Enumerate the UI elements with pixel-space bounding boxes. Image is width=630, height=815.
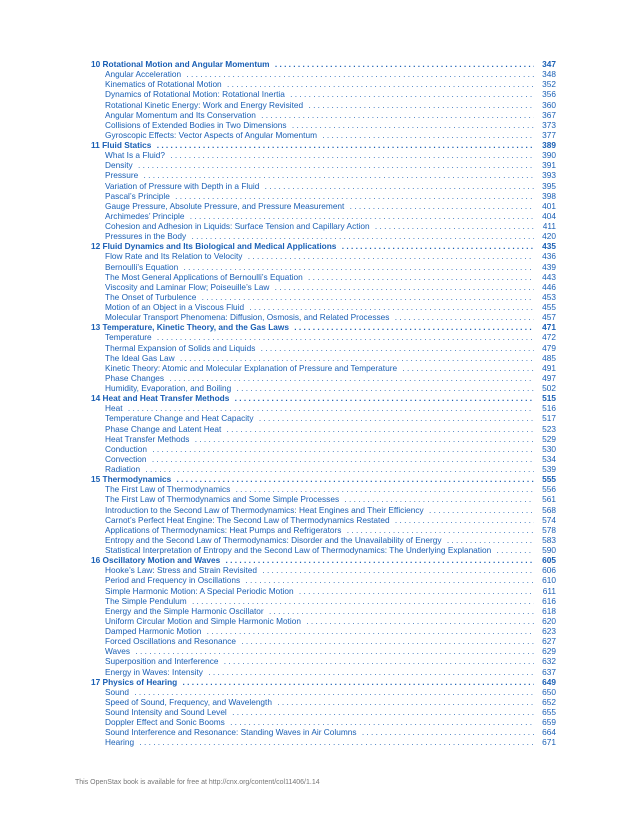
toc-entry-title: Cohesion and Adhesion in Liquids: Surface Tension and Capillary Action xyxy=(105,221,373,231)
toc-page-number: 556 xyxy=(539,484,556,494)
toc-section-link[interactable] xyxy=(91,231,556,241)
toc-dot-leader xyxy=(105,464,534,474)
toc-section-link[interactable] xyxy=(91,454,556,464)
toc-entry-title: Viscosity and Laminar Flow; Poiseuille’s Law xyxy=(105,282,272,292)
toc-entry-title: Phase Change and Latent Heat xyxy=(105,424,224,434)
toc-entry-title: Radiation xyxy=(105,464,143,474)
toc-entry-title: Humidity, Evaporation, and Boiling xyxy=(105,383,234,393)
toc-page-number: 348 xyxy=(539,69,556,79)
toc-dot-leader xyxy=(105,89,534,99)
toc-section-link[interactable] xyxy=(91,312,556,322)
toc-entry-title: Thermal Expansion of Solids and Liquids xyxy=(105,343,258,353)
toc-section-link[interactable] xyxy=(91,79,556,89)
toc-dot-leader xyxy=(105,626,534,636)
toc-section-link[interactable] xyxy=(91,505,556,515)
toc-dot-leader xyxy=(91,393,534,403)
toc-dot-leader xyxy=(105,444,534,454)
toc-dot-leader xyxy=(105,545,534,555)
toc-entry-title: Angular Momentum and Its Conservation xyxy=(105,110,259,120)
toc-page-number: 534 xyxy=(539,454,556,464)
toc-section-link[interactable] xyxy=(91,292,556,302)
toc-chapter-link[interactable] xyxy=(91,555,556,565)
toc-section-link[interactable] xyxy=(91,170,556,180)
toc-section-link[interactable] xyxy=(91,525,556,535)
toc-entry-title: Doppler Effect and Sonic Booms xyxy=(105,717,228,727)
toc-dot-leader xyxy=(105,505,534,515)
toc-page-number: 523 xyxy=(539,424,556,434)
toc-section-link[interactable] xyxy=(91,221,556,231)
toc-entry-title: Pressures in the Body xyxy=(105,231,189,241)
toc-page-number: 485 xyxy=(539,353,556,363)
toc-page-number: 629 xyxy=(539,646,556,656)
toc-chapter-link[interactable] xyxy=(91,322,556,332)
toc-page-number: 453 xyxy=(539,292,556,302)
toc-section-link[interactable] xyxy=(91,464,556,474)
toc-page-number: 517 xyxy=(539,413,556,423)
toc-dot-leader xyxy=(105,515,534,525)
toc-dot-leader xyxy=(105,353,534,363)
toc-page-number: 652 xyxy=(539,697,556,707)
toc-section-link[interactable] xyxy=(91,697,556,707)
toc-section-link[interactable] xyxy=(91,565,556,575)
toc-section-link[interactable] xyxy=(91,575,556,585)
toc-page-number: 367 xyxy=(539,110,556,120)
toc-entry-title: 17 Physics of Hearing xyxy=(91,677,180,687)
toc-page-number: 352 xyxy=(539,79,556,89)
toc-entry-title: Variation of Pressure with Depth in a Fluid xyxy=(105,181,262,191)
toc-dot-leader xyxy=(105,312,534,322)
toc-section-link[interactable] xyxy=(91,636,556,646)
toc-section-link[interactable] xyxy=(91,596,556,606)
toc-dot-leader xyxy=(91,474,534,484)
toc-entry-title: Waves xyxy=(105,646,133,656)
toc-dot-leader xyxy=(105,282,534,292)
toc-page-number: 360 xyxy=(539,100,556,110)
toc-page-number: 627 xyxy=(539,636,556,646)
toc-section-link[interactable] xyxy=(91,373,556,383)
toc-page-number: 611 xyxy=(540,586,556,596)
toc-dot-leader xyxy=(105,69,534,79)
toc-entry-title: 15 Thermodynamics xyxy=(91,474,174,484)
toc-section-link[interactable] xyxy=(91,667,556,677)
toc-section-link[interactable] xyxy=(91,626,556,636)
toc-entry-title: Temperature Change and Heat Capacity xyxy=(105,413,257,423)
toc-dot-leader xyxy=(105,656,534,666)
toc-page-number: 649 xyxy=(539,677,556,687)
toc-dot-leader xyxy=(105,231,534,241)
toc-dot-leader xyxy=(105,494,534,504)
toc-dot-leader xyxy=(105,484,534,494)
toc-entry-title: Bernoulli’s Equation xyxy=(105,262,181,272)
toc-chapter-link[interactable] xyxy=(91,677,556,687)
toc-page-number: 401 xyxy=(539,201,556,211)
toc-dot-leader xyxy=(105,707,534,717)
toc-dot-leader xyxy=(105,697,534,707)
toc-section-link[interactable] xyxy=(91,656,556,666)
toc-page-number: 491 xyxy=(539,363,556,373)
toc-section-link[interactable] xyxy=(91,484,556,494)
toc-section-link[interactable] xyxy=(91,201,556,211)
toc-dot-leader xyxy=(105,201,534,211)
toc-dot-leader xyxy=(105,100,534,110)
toc-section-link[interactable] xyxy=(91,545,556,555)
toc-dot-leader xyxy=(105,575,534,585)
toc-entry-title: Hooke’s Law: Stress and Strain Revisited xyxy=(105,565,260,575)
toc-section-link[interactable] xyxy=(91,272,556,282)
toc-dot-leader xyxy=(105,727,534,737)
toc-section-link[interactable] xyxy=(91,515,556,525)
toc-entry-title: Carnot’s Perfect Heat Engine: The Second Law of Thermodynamics Restated xyxy=(105,515,393,525)
toc-section-link[interactable] xyxy=(91,181,556,191)
toc-entry-title: Pressure xyxy=(105,170,141,180)
toc-section-link[interactable] xyxy=(91,262,556,272)
toc-dot-leader xyxy=(105,150,534,160)
toc-entry-title: 14 Heat and Heat Transfer Methods xyxy=(91,393,232,403)
toc-dot-leader xyxy=(105,110,534,120)
toc-entry-title: Dynamics of Rotational Motion: Rotational Inertia xyxy=(105,89,288,99)
toc-dot-leader xyxy=(105,181,534,191)
toc-page-number: 561 xyxy=(539,494,556,504)
toc-entry-title: The Ideal Gas Law xyxy=(105,353,178,363)
toc-page-number: 590 xyxy=(539,545,556,555)
toc-entry-title: Density xyxy=(105,160,136,170)
toc-page-number: 377 xyxy=(539,130,556,140)
toc-page-number: 393 xyxy=(539,170,556,180)
toc-page-number: 446 xyxy=(539,282,556,292)
toc-entry-title: Archimedes’ Principle xyxy=(105,211,187,221)
toc-dot-leader xyxy=(105,596,534,606)
toc-section-link[interactable] xyxy=(91,444,556,454)
toc-section-link[interactable] xyxy=(91,494,556,504)
toc-entry-title: Sound xyxy=(105,687,132,697)
toc-section-link[interactable] xyxy=(91,302,556,312)
toc-page-number: 578 xyxy=(539,525,556,535)
toc-entry-title: Damped Harmonic Motion xyxy=(105,626,204,636)
toc-page-number: 539 xyxy=(539,464,556,474)
toc-dot-leader xyxy=(105,79,534,89)
toc-page-number: 623 xyxy=(539,626,556,636)
toc-page-number: 497 xyxy=(539,373,556,383)
toc-page-number: 391 xyxy=(539,160,556,170)
toc-section-link[interactable] xyxy=(91,282,556,292)
toc-entry-title: Phase Changes xyxy=(105,373,167,383)
toc-dot-leader xyxy=(105,454,534,464)
toc-page-number: 632 xyxy=(539,656,556,666)
toc-section-link[interactable] xyxy=(91,191,556,201)
toc-entry-title: Superposition and Interference xyxy=(105,656,221,666)
toc-entry-title: 10 Rotational Motion and Angular Momentum xyxy=(91,59,273,69)
toc-chapter-link[interactable] xyxy=(91,241,556,251)
toc-dot-leader xyxy=(105,403,534,413)
toc-entry-title: Statistical Interpretation of Entropy and the Second Law of Thermodynamics: The Underlying Explanation xyxy=(105,545,494,555)
toc-page-number: 516 xyxy=(539,403,556,413)
toc-page-number: 568 xyxy=(539,505,556,515)
toc-entry-title: Introduction to the Second Law of Thermodynamics: Heat Engines and Their Efficiency xyxy=(105,505,427,515)
toc-entry-title: Heat Transfer Methods xyxy=(105,434,192,444)
toc-dot-leader xyxy=(105,565,534,575)
toc-page-number: 373 xyxy=(539,120,556,130)
toc-dot-leader xyxy=(105,221,534,231)
toc-section-link[interactable] xyxy=(91,363,556,373)
toc-section-link[interactable] xyxy=(91,424,556,434)
toc-section-link[interactable] xyxy=(91,616,556,626)
toc-page-number: 347 xyxy=(539,59,556,69)
toc-page-number: 398 xyxy=(539,191,556,201)
toc-dot-leader xyxy=(105,292,534,302)
toc-page-number: 605 xyxy=(539,555,556,565)
toc-page-number: 583 xyxy=(539,535,556,545)
toc-page-number: 671 xyxy=(539,737,556,747)
toc-page-number: 457 xyxy=(539,312,556,322)
toc-dot-leader xyxy=(105,262,534,272)
toc-page-number: 472 xyxy=(539,332,556,342)
toc-page-number: 479 xyxy=(539,343,556,353)
toc-dot-leader xyxy=(105,191,534,201)
toc-page-number: 471 xyxy=(539,322,556,332)
toc-page-number: 502 xyxy=(539,383,556,393)
toc-dot-leader xyxy=(91,322,534,332)
toc-page-number: 455 xyxy=(539,302,556,312)
toc-dot-leader xyxy=(105,130,534,140)
toc-page-number: 443 xyxy=(539,272,556,282)
toc-entry-title: The Onset of Turbulence xyxy=(105,292,199,302)
toc-dot-leader xyxy=(91,677,534,687)
toc-section-link[interactable] xyxy=(91,130,556,140)
toc-dot-leader xyxy=(105,413,534,423)
toc-page-number: 436 xyxy=(539,251,556,261)
toc-page-number: 555 xyxy=(539,474,556,484)
toc-section-link[interactable] xyxy=(91,160,556,170)
toc-dot-leader xyxy=(105,687,534,697)
toc-section-link[interactable] xyxy=(91,707,556,717)
toc-page-number: 529 xyxy=(539,434,556,444)
toc-section-link[interactable] xyxy=(91,69,556,79)
toc-section-link[interactable] xyxy=(91,413,556,423)
toc-entry-title: The Most General Applications of Bernoulli’s Equation xyxy=(105,272,306,282)
toc-entry-title: Collisions of Extended Bodies in Two Dimensions xyxy=(105,120,290,130)
toc-page-number: 530 xyxy=(539,444,556,454)
toc-page-number: 650 xyxy=(539,687,556,697)
toc-entry-title: The First Law of Thermodynamics xyxy=(105,484,233,494)
toc-section-link[interactable] xyxy=(91,737,556,747)
toc-dot-leader xyxy=(91,555,534,565)
toc-section-link[interactable] xyxy=(91,727,556,737)
toc-entry-title: Conduction xyxy=(105,444,150,454)
toc-section-link[interactable] xyxy=(91,150,556,160)
toc-dot-leader xyxy=(105,343,534,353)
toc-section-link[interactable] xyxy=(91,687,556,697)
toc-page-number: 411 xyxy=(540,221,556,231)
toc-page-number: 356 xyxy=(539,89,556,99)
toc-page-number: 404 xyxy=(539,211,556,221)
toc-chapter-link[interactable] xyxy=(91,140,556,150)
toc-entry-title: Uniform Circular Motion and Simple Harmonic Motion xyxy=(105,616,304,626)
toc-section-link[interactable] xyxy=(91,353,556,363)
toc-section-link[interactable] xyxy=(91,100,556,110)
toc-dot-leader xyxy=(105,251,534,261)
toc-section-link[interactable] xyxy=(91,332,556,342)
toc-page-number: 515 xyxy=(539,393,556,403)
toc-dot-leader xyxy=(105,616,534,626)
toc-dot-leader xyxy=(105,170,534,180)
toc-entry-title: 16 Oscillatory Motion and Waves xyxy=(91,555,223,565)
toc-dot-leader xyxy=(105,606,534,616)
toc-page-number: 659 xyxy=(539,717,556,727)
toc-chapter-link[interactable] xyxy=(91,59,556,69)
toc-entry-title: Forced Oscillations and Resonance xyxy=(105,636,239,646)
toc-dot-leader xyxy=(91,140,534,150)
toc-dot-leader xyxy=(105,302,534,312)
toc-dot-leader xyxy=(105,586,534,596)
toc-dot-leader xyxy=(105,737,534,747)
toc-dot-leader xyxy=(105,373,534,383)
toc-dot-leader xyxy=(105,272,534,282)
toc-dot-leader xyxy=(105,636,534,646)
toc-page-number: 390 xyxy=(539,150,556,160)
toc-section-link[interactable] xyxy=(91,251,556,261)
toc-page-number: 395 xyxy=(539,181,556,191)
table-of-contents xyxy=(91,59,556,748)
toc-entry-title: Sound Intensity and Sound Level xyxy=(105,707,230,717)
toc-section-link[interactable] xyxy=(91,403,556,413)
toc-page-number: 618 xyxy=(539,606,556,616)
toc-dot-leader xyxy=(105,332,534,342)
toc-dot-leader xyxy=(91,241,534,251)
toc-dot-leader xyxy=(105,434,534,444)
toc-dot-leader xyxy=(105,424,534,434)
toc-page-number: 389 xyxy=(539,140,556,150)
toc-dot-leader xyxy=(105,646,534,656)
toc-dot-leader xyxy=(105,363,534,373)
toc-page-number: 620 xyxy=(539,616,556,626)
toc-entry-title: Period and Frequency in Oscillations xyxy=(105,575,243,585)
toc-entry-title: Rotational Kinetic Energy: Work and Energy Revisited xyxy=(105,100,306,110)
toc-section-link[interactable] xyxy=(91,89,556,99)
toc-page-number: 616 xyxy=(539,596,556,606)
toc-entry-title: Energy and the Simple Harmonic Oscillator xyxy=(105,606,267,616)
toc-page-number: 610 xyxy=(539,575,556,585)
toc-page-number: 664 xyxy=(539,727,556,737)
toc-section-link[interactable] xyxy=(91,586,556,596)
toc-page-number: 420 xyxy=(539,231,556,241)
toc-dot-leader xyxy=(105,120,534,130)
toc-entry-title: Heat xyxy=(105,403,126,413)
toc-entry-title: Angular Acceleration xyxy=(105,69,184,79)
toc-entry-title: Flow Rate and Its Relation to Velocity xyxy=(105,251,245,261)
toc-section-link[interactable] xyxy=(91,120,556,130)
toc-dot-leader xyxy=(105,525,534,535)
toc-entry-title: Simple Harmonic Motion: A Special Periodic Motion xyxy=(105,586,297,596)
toc-section-link[interactable] xyxy=(91,606,556,616)
toc-entry-title: Applications of Thermodynamics: Heat Pumps and Refrigerators xyxy=(105,525,344,535)
toc-page-number: 637 xyxy=(539,667,556,677)
toc-entry-title: Molecular Transport Phenomena: Diffusion, Osmosis, and Related Processes xyxy=(105,312,392,322)
toc-entry-title: 13 Temperature, Kinetic Theory, and the Gas Laws xyxy=(91,322,292,332)
toc-section-link[interactable] xyxy=(91,717,556,727)
toc-page-number: 606 xyxy=(539,565,556,575)
toc-dot-leader xyxy=(105,211,534,221)
toc-entry-title: 12 Fluid Dynamics and Its Biological and Medical Applications xyxy=(91,241,339,251)
toc-section-link[interactable] xyxy=(91,646,556,656)
toc-entry-title: The Simple Pendulum xyxy=(105,596,190,606)
toc-chapter-link[interactable] xyxy=(91,393,556,403)
toc-dot-leader xyxy=(105,383,534,393)
toc-section-link[interactable] xyxy=(91,434,556,444)
toc-section-link[interactable] xyxy=(91,535,556,545)
toc-entry-title: Convection xyxy=(105,454,150,464)
toc-section-link[interactable] xyxy=(91,211,556,221)
toc-dot-leader xyxy=(105,160,534,170)
toc-entry-title: Pascal’s Principle xyxy=(105,191,173,201)
toc-entry-title: Entropy and the Second Law of Thermodynamics: Disorder and the Unavailability of Energy xyxy=(105,535,445,545)
toc-entry-title: Kinetic Theory: Atomic and Molecular Explanation of Pressure and Temperature xyxy=(105,363,400,373)
toc-entry-title: Kinematics of Rotational Motion xyxy=(105,79,225,89)
toc-entry-title: Speed of Sound, Frequency, and Wavelength xyxy=(105,697,275,707)
toc-section-link[interactable] xyxy=(91,110,556,120)
toc-page-number: 435 xyxy=(539,241,556,251)
toc-chapter-link[interactable] xyxy=(91,474,556,484)
toc-entry-title: Energy in Waves: Intensity xyxy=(105,667,206,677)
toc-section-link[interactable] xyxy=(91,383,556,393)
toc-entry-title: The First Law of Thermodynamics and Some Simple Processes xyxy=(105,494,342,504)
toc-page-number: 439 xyxy=(539,262,556,272)
toc-entry-title: Temperature xyxy=(105,332,155,342)
toc-entry-title: Motion of an Object in a Viscous Fluid xyxy=(105,302,247,312)
page-footer: This OpenStax book is available for free at http://cnx.org/content/col11406/1.14 xyxy=(75,779,320,786)
toc-dot-leader xyxy=(91,59,534,69)
toc-page-number: 655 xyxy=(539,707,556,717)
toc-entry-title: 11 Fluid Statics xyxy=(91,140,154,150)
toc-entry-title: Gauge Pressure, Absolute Pressure, and Pressure Measurement xyxy=(105,201,347,211)
toc-entry-title: What Is a Fluid? xyxy=(105,150,168,160)
toc-dot-leader xyxy=(105,717,534,727)
toc-entry-title: Gyroscopic Effects: Vector Aspects of Angular Momentum xyxy=(105,130,320,140)
toc-entry-title: Hearing xyxy=(105,737,137,747)
toc-section-link[interactable] xyxy=(91,343,556,353)
toc-page-number: 574 xyxy=(539,515,556,525)
toc-dot-leader xyxy=(105,535,534,545)
toc-dot-leader xyxy=(105,667,534,677)
toc-entry-title: Sound Interference and Resonance: Standing Waves in Air Columns xyxy=(105,727,360,737)
